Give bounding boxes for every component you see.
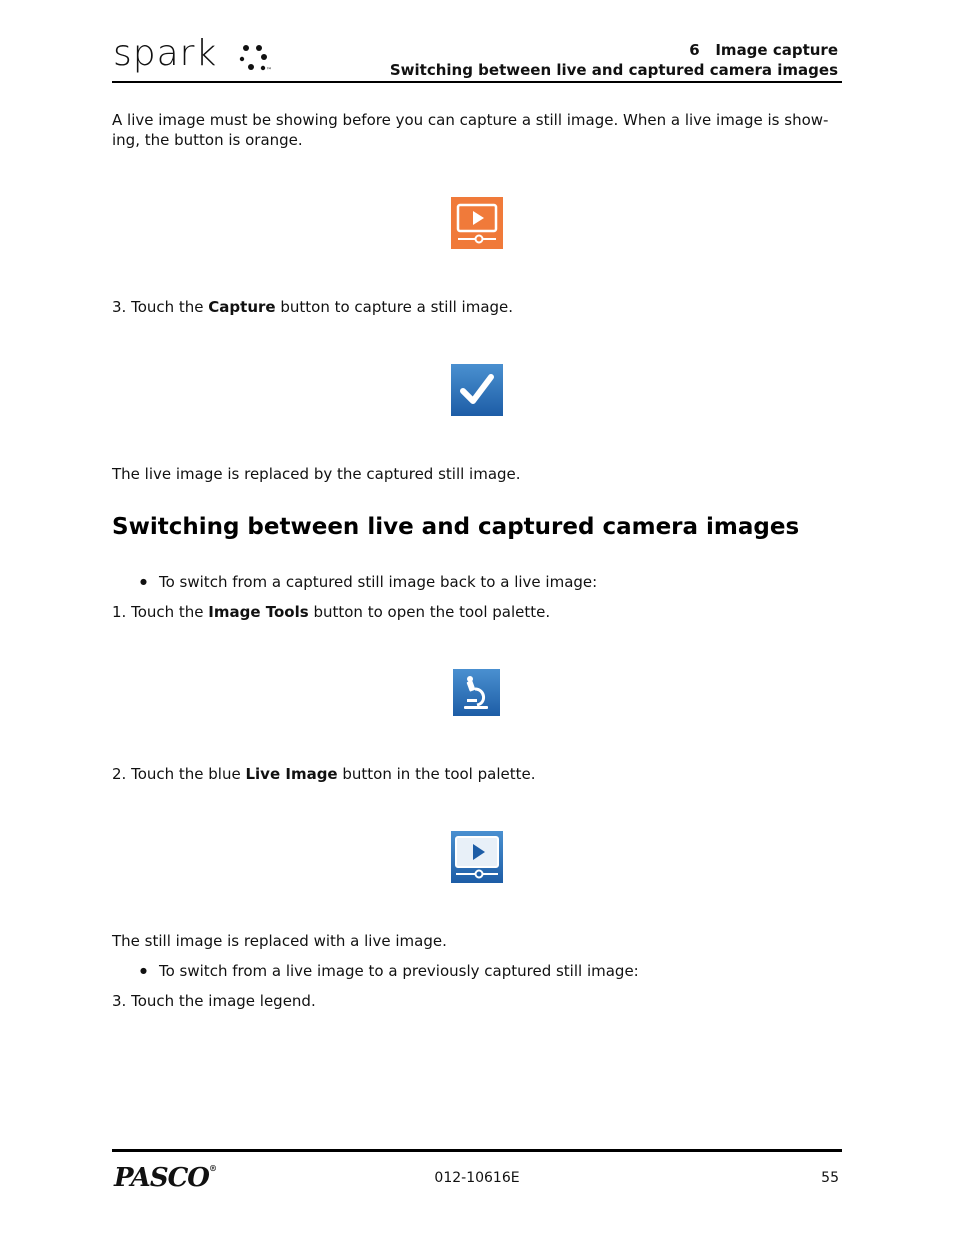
step-capture-bold: Capture bbox=[208, 298, 276, 316]
image-tools-microscope-icon bbox=[453, 669, 500, 716]
step-legend: 3. Touch the image legend. bbox=[112, 992, 316, 1010]
header-rule bbox=[112, 81, 842, 83]
intro-line-2: ing, the button is orange. bbox=[112, 131, 303, 149]
step-image-tools bbox=[112, 602, 842, 622]
spark-logo bbox=[113, 33, 218, 74]
step-live-prefix: 2. Touch the blue bbox=[112, 765, 246, 783]
logo-text: spark bbox=[113, 33, 218, 74]
step-tools-suffix: button to open the tool palette. bbox=[308, 603, 551, 621]
step-capture-prefix: 3. Touch the bbox=[112, 298, 209, 316]
pasco-reg: ® bbox=[208, 1163, 216, 1173]
bullet-dot: ● bbox=[140, 577, 147, 586]
step-capture-suffix: button to capture a still image. bbox=[275, 298, 514, 316]
logo-tm: ™ bbox=[266, 67, 272, 74]
bullet-dot: ● bbox=[140, 966, 147, 975]
live-image-orange-icon bbox=[451, 197, 503, 249]
bullet-2-text: To switch from a live image to a previously captured still image: bbox=[159, 962, 639, 980]
step-tools-prefix: 1. Touch the bbox=[112, 603, 209, 621]
bullet-1-text: To switch from a captured still image back to a live image: bbox=[159, 573, 598, 591]
step-live-suffix: button in the tool palette. bbox=[337, 765, 536, 783]
replaced-text: The live image is replaced by the captured still image. bbox=[112, 465, 521, 483]
capture-check-icon bbox=[451, 364, 503, 416]
step-tools-bold: Image Tools bbox=[208, 603, 309, 621]
live-image-blue-icon bbox=[451, 831, 503, 883]
footer-rule bbox=[112, 1149, 842, 1152]
step-live-image bbox=[112, 764, 842, 784]
still-replaced-text: The still image is replaced with a live image. bbox=[112, 932, 447, 950]
step-live-bold: Live Image bbox=[245, 765, 338, 783]
document-number: 012-10616E bbox=[434, 1170, 520, 1186]
pasco-brand: PASCO bbox=[114, 1163, 209, 1193]
section-heading: Switching between live and captured camera images bbox=[112, 514, 800, 540]
running-header bbox=[390, 40, 838, 80]
page-number: 55 bbox=[821, 1170, 839, 1186]
intro-line-1: A live image must be showing before you can capture a still image. When a live image is show- bbox=[112, 111, 829, 129]
intro-paragraph bbox=[112, 110, 842, 150]
spark-dots-icon bbox=[238, 42, 278, 74]
section-title: Switching between live and captured camera images bbox=[389, 61, 838, 79]
chapter-title: 6 Image capture bbox=[689, 41, 838, 59]
step-capture bbox=[112, 297, 842, 317]
